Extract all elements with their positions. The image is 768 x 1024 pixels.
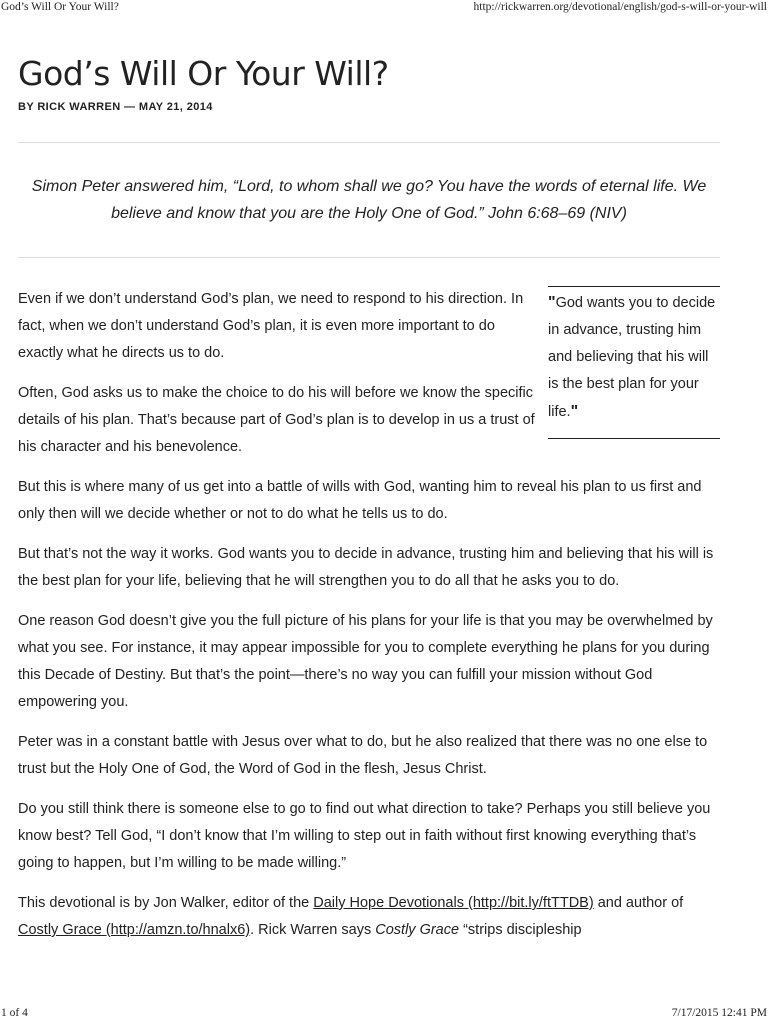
article-byline: BY RICK WARREN — MAY 21, 2014	[18, 101, 213, 113]
print-page-title: God’s Will Or Your Will?	[1, 1, 119, 13]
article-body	[18, 286, 720, 944]
scripture-verse: Simon Peter answered him, “Lord, to whom shall we go? You have the words of eternal life. We believe and know that you are the Holy One of God.” John 6:68–69 (NIV)	[31, 178, 707, 222]
pull-quote-open-mark: "	[548, 294, 556, 311]
book-title: Costly Grace	[375, 922, 460, 938]
print-datetime: 7/17/2015 12:41 PM	[671, 1007, 767, 1019]
print-page-url: http://rickwarren.org/devotional/english/god-s-will-or-your-will	[473, 1, 767, 13]
author-note-text: and author of	[593, 895, 684, 911]
paragraph: One reason God doesn’t give you the full picture of his plans for your life is that you may be overwhelmed by what you see. For instance, it may appear impossible for you to complete everything he plans for you during this Decade of Destiny. But that’s the point—there’s no way you can fulfill your mission without God empowering you.	[18, 613, 713, 710]
daily-hope-devotionals-link[interactable]: Daily Hope Devotionals (http://bit.ly/ftTTDB)	[313, 895, 594, 911]
paragraph: Often, God asks us to make the choice to do his will before we know the specific details of his plan. That’s because part of God’s plan is to develop in us a trust of his character and his benevolence.	[18, 385, 535, 455]
paragraph: But this is where many of us get into a battle of wills with God, wanting him to reveal his plan to us first and only then will we decide whether or not to do what he tells us to do.	[18, 479, 702, 522]
paragraph: But that’s not the way it works. God wants you to decide in advance, trusting him and believing that his will is the best plan for your life, believing that he will strengthen you to do all that he asks you to do.	[18, 546, 714, 589]
paragraph: Even if we don’t understand God’s plan, we need to respond to his direction. In fact, when we don’t understand God’s plan, it is even more important to do exactly what he directs us to do.	[18, 291, 524, 361]
author-note-text: This devotional is by Jon Walker, editor of the	[18, 895, 314, 911]
divider	[18, 142, 720, 143]
author-note-text: . Rick Warren says	[250, 922, 376, 938]
paragraph: Do you still think there is someone else to go to find out what direction to take? Perhaps you still believe you know best? Tell God, “I don’t know that I’m willing to step out in faith without first knowing everything that’s going to happen, but I’m willing to be made willing.”	[18, 801, 711, 871]
pull-quote-text: God wants you to decide in advance, trusting him and believing that his will is the best plan for your life.	[548, 295, 716, 420]
article	[18, 52, 720, 957]
costly-grace-link[interactable]: Costly Grace (http://amzn.to/hnalx6)	[18, 922, 251, 938]
article-title: God’s Will Or Your Will?	[18, 54, 389, 93]
divider	[18, 257, 720, 258]
print-header	[0, 1, 768, 17]
paragraph-author-note	[18, 890, 720, 944]
print-footer	[0, 1007, 768, 1023]
author-note-text: “strips discipleship	[459, 922, 582, 938]
pull-quote	[548, 286, 720, 439]
pull-quote-close-mark: "	[570, 403, 579, 420]
print-page-number: 1 of 4	[1, 1007, 28, 1019]
paragraph: Peter was in a constant battle with Jesus over what to do, but he also realized that there was no one else to trust but the Holy One of God, the Word of God in the flesh, Jesus Christ.	[18, 734, 708, 777]
